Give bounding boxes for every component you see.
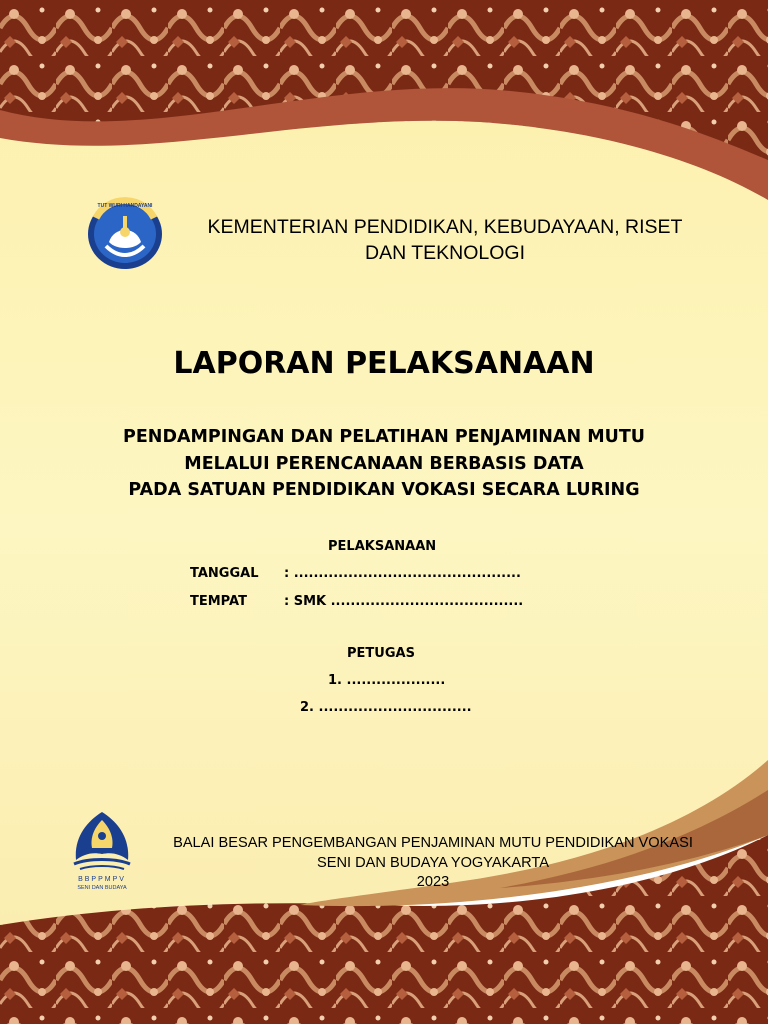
execution-heading: PELAKSANAAN xyxy=(328,539,437,554)
ministry-name-line2: DAN TEKNOLOGI xyxy=(364,242,525,264)
logo-subtext: SENI DAN BUDAYA xyxy=(77,885,127,891)
subtitle-line2: MELALUI PERENCANAAN BERBASIS DATA xyxy=(184,453,584,474)
logo-motto: TUT WURI HANDAYANI xyxy=(97,203,153,209)
subtitle-line1: PENDAMPINGAN DAN PELATIHAN PENJAMINAN MUTU xyxy=(123,427,645,447)
institution-line2: SENI DAN BUDAYA YOGYAKARTA xyxy=(317,854,549,871)
date-label: TANGGAL xyxy=(190,566,259,581)
ministry-name-line1: KEMENTERIAN PENDIDIKAN, KEBUDAYAAN, RISET xyxy=(207,216,683,238)
report-title: LAPORAN PELAKSANAAN xyxy=(173,346,595,381)
subtitle-line3: PADA SATUAN PENDIDIKAN VOKASI SECARA LURING xyxy=(128,480,640,500)
logo-text: BBPPMPV xyxy=(78,876,126,883)
institution-line1: BALAI BESAR PENGEMBANGAN PENJAMINAN MUTU PENDIDIKAN VOKASI xyxy=(173,835,693,851)
institution-year: 2023 xyxy=(416,874,450,890)
officer-item-2: 2. ............................... xyxy=(300,700,472,715)
place-label: TEMPAT xyxy=(190,594,247,609)
date-value: : .............................................. xyxy=(284,566,521,581)
officer-item-1: 1. .................... xyxy=(328,673,446,688)
place-value: : SMK ....................................... xyxy=(284,594,524,609)
officers-heading: PETUGAS xyxy=(347,646,415,661)
